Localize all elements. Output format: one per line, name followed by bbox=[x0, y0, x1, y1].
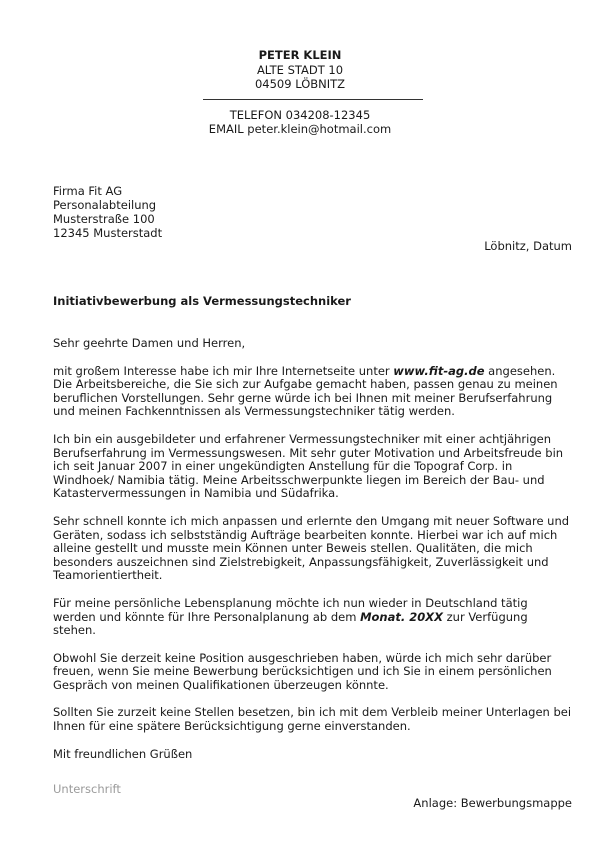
recipient-city: 12345 Musterstadt bbox=[53, 226, 163, 240]
header-divider bbox=[203, 99, 423, 100]
paragraph-request: Obwohl Sie derzeit keine Position ausgeschrieben haben, würde ich mich sehr darüber freuen, wenn Sie meine Bewerbung berücksichtigen und ich Sie in einem persönlichen Gespräch von meinen Qualifikationen überzeugen könnte. bbox=[53, 650, 552, 692]
signature-placeholder: Unterschrift bbox=[53, 782, 121, 796]
salutation: Sehr geehrte Damen und Herren, bbox=[53, 336, 246, 350]
sender-street: ALTE STADT 10 bbox=[256, 62, 344, 77]
company-website: www.fit-ag.de bbox=[393, 363, 485, 378]
paragraph-availability bbox=[53, 597, 573, 638]
paragraph-experience: Ich bin ein ausgebildeter und erfahrener Vermessungstechniker mit einer achtjährigen Berufserfahrung im Vermessungswesen. Mit sehr guter Motivation und Arbeitsfreude bin ich seit Januar 2007 in einer ungekündigten Anstellung für die Topograf Corp. in Windhoek/ Namibia tätig. Meine Arbeitsschwerpunkte liegen im Bereich der Bau- und Katastervermessungen in Namibia und Südafrika. bbox=[53, 431, 564, 501]
recipient-company: Firma Fit AG bbox=[53, 184, 123, 198]
letter-subject: Initiativbewerbung als Vermessungstechniker bbox=[53, 294, 351, 308]
paragraph-interest-end: angesehen. Die Arbeitsbereiche, die Sie sich zur Aufgabe gemacht haben, passen genau zu meinen beruflichen Vorstellungen. Sehr gerne würde ich bei Ihnen mit meiner Berufserfahrung und meinen Fachkenntnissen als Vermessungstechniker tätig werden. bbox=[53, 363, 558, 419]
sender-name: PETER KLEIN bbox=[258, 48, 342, 62]
paragraph-interest-start: mit großem Interesse habe ich mir Ihre Internetseite unter bbox=[53, 363, 394, 378]
recipient-department: Personalabteilung bbox=[53, 198, 157, 212]
paragraph-qualities: Sehr schnell konnte ich mich anpassen und erlernte den Umgang mit neuer Software und Geräten, sodass ich selbstständig Aufträge bearbeiten konnte. Hierbei war ich auf mich alleine gestellt und musste mein Können unter Beweis stellen. Qualitäten, die mich besonders auszeichnen sind Zielstrebigkeit, Anpassungsfähigkeit, Zuverlässigkeit und Teamorientiertheit. bbox=[53, 513, 570, 583]
recipient-address bbox=[53, 184, 162, 240]
closing: Mit freundlichen Grüßen bbox=[53, 746, 193, 761]
sender-header bbox=[0, 48, 600, 92]
paragraph-availability-end: zur Verfügung stehen. bbox=[53, 609, 528, 638]
sender-email: EMAIL peter.klein@hotmail.com bbox=[208, 122, 392, 136]
recipient-street: Musterstraße 100 bbox=[53, 212, 155, 226]
paragraph-availability-start: Für meine persönliche Lebensplanung möchte ich nun wieder in Deutschland tätig werden und könnte für Ihre Personalplanung ab dem bbox=[53, 595, 528, 624]
attachment-note: Anlage: Bewerbungsmappe bbox=[413, 796, 572, 810]
sender-phone: TELEFON 034208-12345 bbox=[229, 108, 371, 122]
letter-body bbox=[53, 337, 573, 775]
paragraph-retention: Sollten Sie zurzeit keine Stellen besetzen, bin ich mit dem Verbleib meiner Unterlagen bei Ihnen für eine spätere Berücksichtigung gerne einverstanden. bbox=[53, 705, 572, 734]
paragraph-interest bbox=[53, 365, 573, 419]
availability-date: Monat. 20XX bbox=[360, 609, 443, 624]
sender-contact bbox=[0, 108, 600, 136]
sender-city: 04509 LÖBNITZ bbox=[254, 77, 346, 91]
place-date: Löbnitz, Datum bbox=[484, 239, 572, 253]
